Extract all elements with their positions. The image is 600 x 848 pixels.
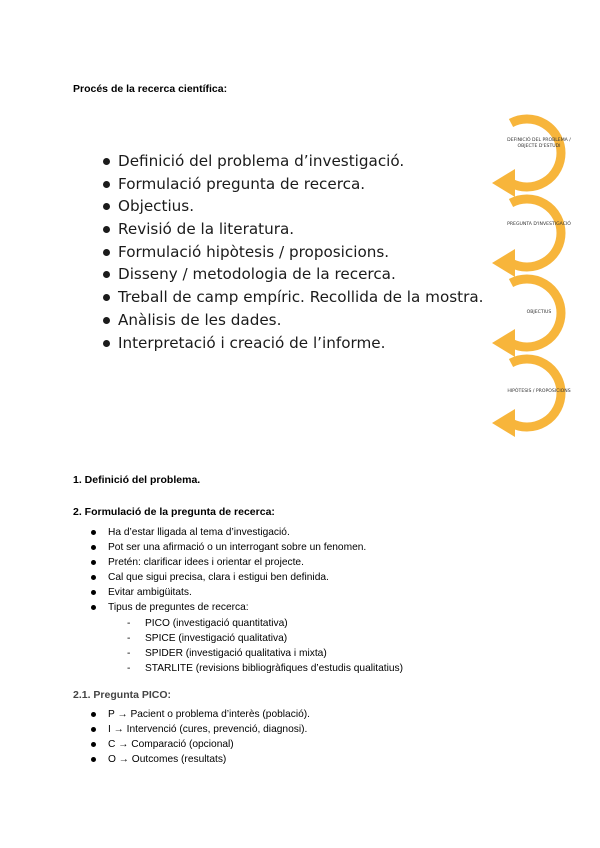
section-2-heading: 2. Formulació de la pregunta de recerca: xyxy=(73,506,275,518)
cycle-step-label: OBJECTIUS xyxy=(526,310,552,315)
bullet-icon xyxy=(103,226,110,233)
section-1-heading: 1. Definició del problema. xyxy=(73,474,201,486)
bullet-icon xyxy=(103,249,110,256)
process-step: Objectius. xyxy=(96,195,484,218)
bullet-icon xyxy=(91,757,96,762)
list-item: Cal que sigui precisa, clara i estigui ben definida. xyxy=(90,570,366,585)
bullet-icon xyxy=(103,294,110,301)
cycle-arc-2 xyxy=(511,199,561,267)
process-step: Revisió de la literatura. xyxy=(96,218,484,241)
process-steps-list xyxy=(96,150,484,354)
process-step: Formulació pregunta de recerca. xyxy=(96,173,484,196)
process-step: Interpretació i creació de l’informe. xyxy=(96,332,484,355)
process-step: Definició del problema d’investigació. xyxy=(96,150,484,173)
list-item: C → Comparació (opcional) xyxy=(90,737,310,752)
list-item: Ha d’estar lligada al tema d’investigació. xyxy=(90,525,366,540)
bullet-icon xyxy=(91,530,96,535)
list-item: Pot ser una afirmació o un interrogant sobre un fenomen. xyxy=(90,540,366,555)
bullet-icon xyxy=(103,340,110,347)
bullet-icon xyxy=(103,158,110,165)
bullet-icon xyxy=(91,575,96,580)
question-types-list xyxy=(127,616,403,676)
bullet-icon xyxy=(91,560,96,565)
cycle-arrowhead-2 xyxy=(492,249,515,277)
pico-bullets xyxy=(90,707,310,767)
cycle-step-label: DEFINICIÓ DEL PROBLEMA / OBJECTE D'ESTUDI xyxy=(507,138,571,149)
list-item: P → Pacient o problema d’interès (població). xyxy=(90,707,310,722)
cycle-arrowhead-4 xyxy=(492,409,515,437)
list-item: I → Intervenció (cures, prevenció, diagnosi). xyxy=(90,722,310,737)
bullet-icon xyxy=(91,545,96,550)
section-2-bullets xyxy=(90,525,366,616)
list-item: Evitar ambigüitats. xyxy=(90,585,366,600)
cycle-step-label: HIPÒTESIS / PROPOSICIONS xyxy=(507,389,571,394)
bullet-icon xyxy=(103,203,110,210)
page-title: Procés de la recerca científica: xyxy=(73,83,228,95)
cycle-arrows-graphic xyxy=(478,105,590,450)
bullet-icon xyxy=(91,590,96,595)
cycle-arrowhead-3 xyxy=(492,329,515,357)
dash-icon: - xyxy=(127,663,131,675)
bullet-icon xyxy=(103,271,110,278)
list-item: - STARLITE (revisions bibliogràfiques d’estudis qualitatius) xyxy=(127,661,403,676)
dash-icon: - xyxy=(127,648,131,660)
cycle-step-label: PREGUNTA D'INVESTIGACIÓ xyxy=(507,222,571,227)
section-2-1-heading: 2.1. Pregunta PICO: xyxy=(73,689,172,701)
bullet-icon xyxy=(91,712,96,717)
list-item: O → Outcomes (resultats) xyxy=(90,752,310,767)
bullet-icon xyxy=(91,727,96,732)
cycle-arc-1 xyxy=(511,119,561,187)
bullet-icon xyxy=(103,317,110,324)
list-item: - SPIDER (investigació qualitativa i mixta) xyxy=(127,646,403,661)
process-step: Disseny / metodologia de la recerca. xyxy=(96,263,484,286)
bullet-icon xyxy=(103,181,110,188)
process-step: Anàlisis de les dades. xyxy=(96,309,484,332)
list-item: - SPICE (investigació qualitativa) xyxy=(127,631,403,646)
list-item: - PICO (investigació quantitativa) xyxy=(127,616,403,631)
cycle-arrowhead-1 xyxy=(492,169,515,197)
dash-icon: - xyxy=(127,633,131,645)
process-step: Treball de camp empíric. Recollida de la mostra. xyxy=(96,286,484,309)
list-item: Pretén: clarificar idees i orientar el projecte. xyxy=(90,555,366,570)
list-item: Tipus de preguntes de recerca: xyxy=(90,600,366,615)
bullet-icon xyxy=(91,605,96,610)
research-cycle-diagram xyxy=(478,105,590,450)
process-step: Formulació hipòtesis / proposicions. xyxy=(96,241,484,264)
bullet-icon xyxy=(91,742,96,747)
dash-icon: - xyxy=(127,618,131,629)
